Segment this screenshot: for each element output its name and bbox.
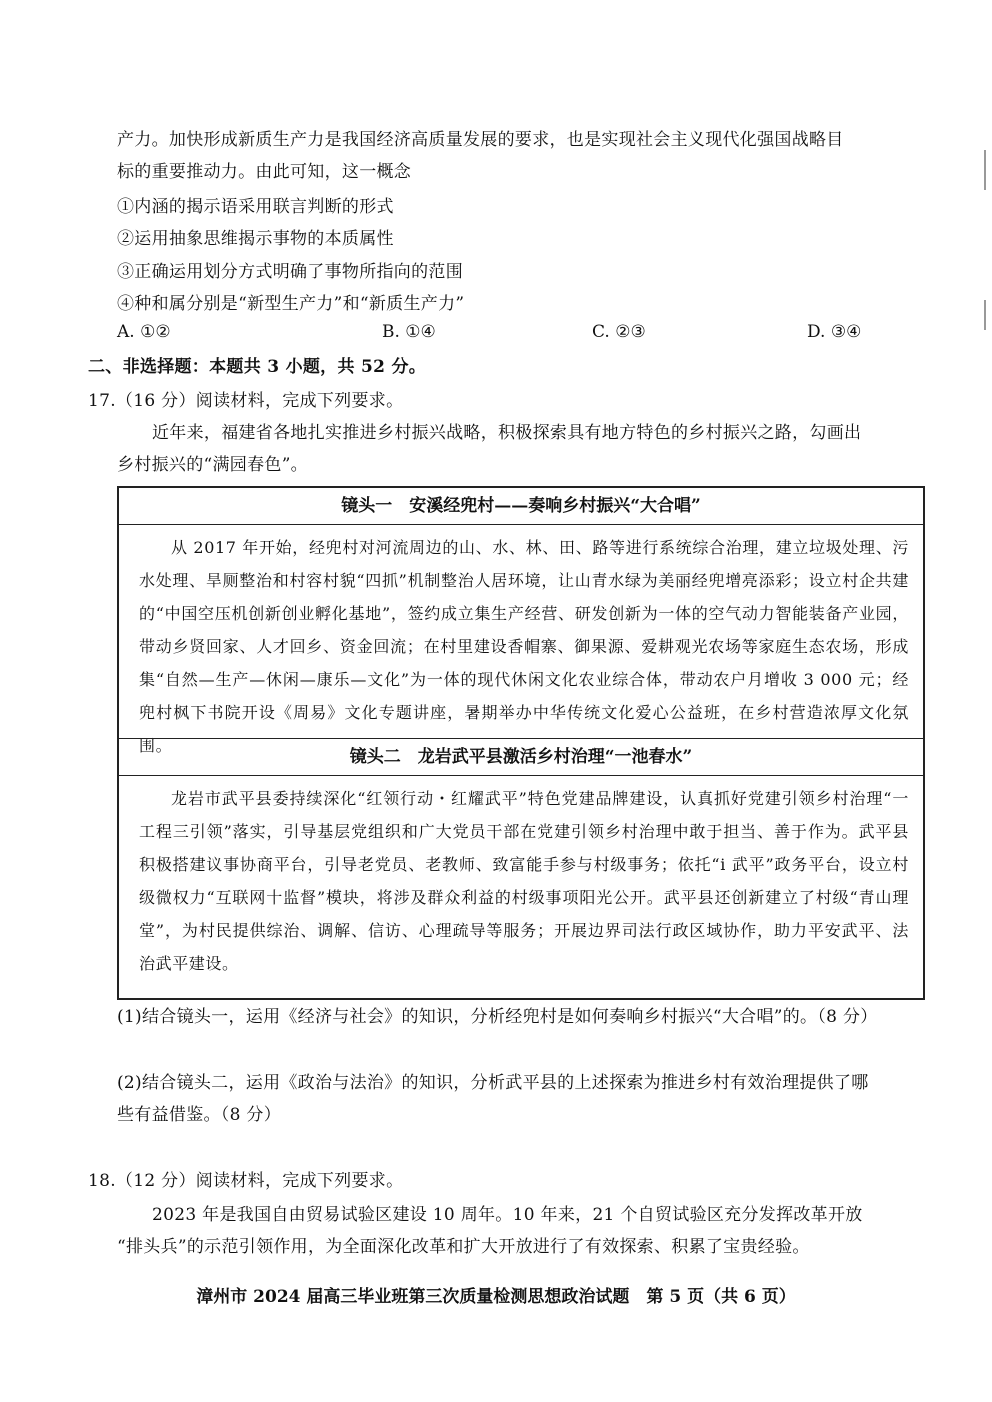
q17-stem: 17.（16 分）阅读材料，完成下列要求。 [88,391,404,411]
q17-sub-question-2-line-2: 些有益借鉴。（8 分） [117,1105,282,1125]
scan-edge-mark [984,150,986,190]
scan-edge-mark [984,300,986,330]
page-footer: 漳州市 2024 届高三毕业班第三次质量检测思想政治试题 第 5 页（共 6 页） [196,1287,796,1307]
scene-2-text: 龙岩市武平县委持续深化“红领行动・红耀武平”特色党建品牌建设，认真抓好党建引领乡村治理“一工程三引领”落实，引导基层党组织和广大党员干部在党建引领乡村治理中敢于担当、善于作为。武平县积极搭建议事协商平台，引导老党员、老教师、致富能手参与村级事务；依托“i 武平”政务平台，设立村级微权力“互联网十监督”模块，将涉及群众利益的村级事项阳光公开。武平县还创新建立了村级“青山理堂”，为村民提供综治、调解、信访、心理疏导等服务；开展边界司法行政区域协作，助力平安武平、法治武平建设。 [139,789,909,973]
option-b: B. ①④ [382,322,436,342]
option-c: C. ②③ [592,322,646,342]
option-d: D. ③④ [807,322,862,342]
q16-statement-2: ②运用抽象思维揭示事物的本质属性 [117,229,394,249]
q17-sub-question-1: (1)结合镜头一，运用《经济与社会》的知识，分析经兜村是如何奏响乡村振兴“大合唱”的。（8 分） [117,1007,878,1027]
q18-text-line-2: “排头兵”的示范引领作用，为全面深化改革和扩大开放进行了有效探索、积累了宝贵经验。 [117,1237,810,1257]
q17-intro-line-2: 乡村振兴的“满园春色”。 [117,455,308,475]
q18-text-line-1: 2023 年是我国自由贸易试验区建设 10 周年。10 年来，21 个自贸试验区充分发挥改革开放 [152,1205,863,1225]
q16-text-line-2: 标的重要推动力。由此可知，这一概念 [117,162,412,182]
q17-sub-question-2-line-1: (2)结合镜头二，运用《政治与法治》的知识，分析武平县的上述探索为推进乡村有效治理提供了哪 [117,1073,869,1093]
option-a: A. ①② [117,322,171,342]
q16-statement-1: ①内涵的揭示语采用联言判断的形式 [117,197,394,217]
q16-statement-3: ③正确运用划分方式明确了事物所指向的范围 [117,262,463,282]
q16-text-line-1: 产力。加快形成新质生产力是我国经济高质量发展的要求，也是实现社会主义现代化强国战略目 [117,130,844,150]
scene-1-text: 从 2017 年开始，经兜村对河流周边的山、水、林、田、路等进行系统综合治理，建立垃圾处理、污水处理、旱厕整治和村容村貌“四抓”机制整治人居环境，让山青水绿为美丽经兜增亮添彩；设立村企共建的“中国空压机创新创业孵化基地”，签约成立集生产经营、研发创新为一体的空气动力智能装备产业园，带动乡贤回家、人才回乡、资金回流；在村里建设香帽寨、御果源、爱耕观光农场等家庭生态农场，形成集“自然—生产—休闲—康乐—文化”为一体的现代休闲文化农业综合体，带动农户月增收 3 000 元；经兜村枫下书院开设《周易》文化专题讲座，暑期举办中华传统文化爱心公益班，在乡村营造浓厚文化氛围。 [139,538,909,755]
q17-intro-line-1: 近年来，福建省各地扎实推进乡村振兴战略，积极探索具有地方特色的乡村振兴之路，勾画出 [152,423,862,443]
section-2-heading: 二、非选择题：本题共 3 小题，共 52 分。 [88,357,427,377]
scene-1-title: 镜头一 安溪经兜村——奏响乡村振兴“大合唱” [119,488,923,525]
q18-stem: 18.（12 分）阅读材料，完成下列要求。 [88,1171,404,1191]
material-box [117,486,925,1000]
q16-options [117,322,877,346]
scene-2-title: 镜头二 龙岩武平县激活乡村治理“一池春水” [119,739,923,776]
q16-statement-4: ④种和属分别是“新型生产力”和“新质生产力” [117,294,465,314]
